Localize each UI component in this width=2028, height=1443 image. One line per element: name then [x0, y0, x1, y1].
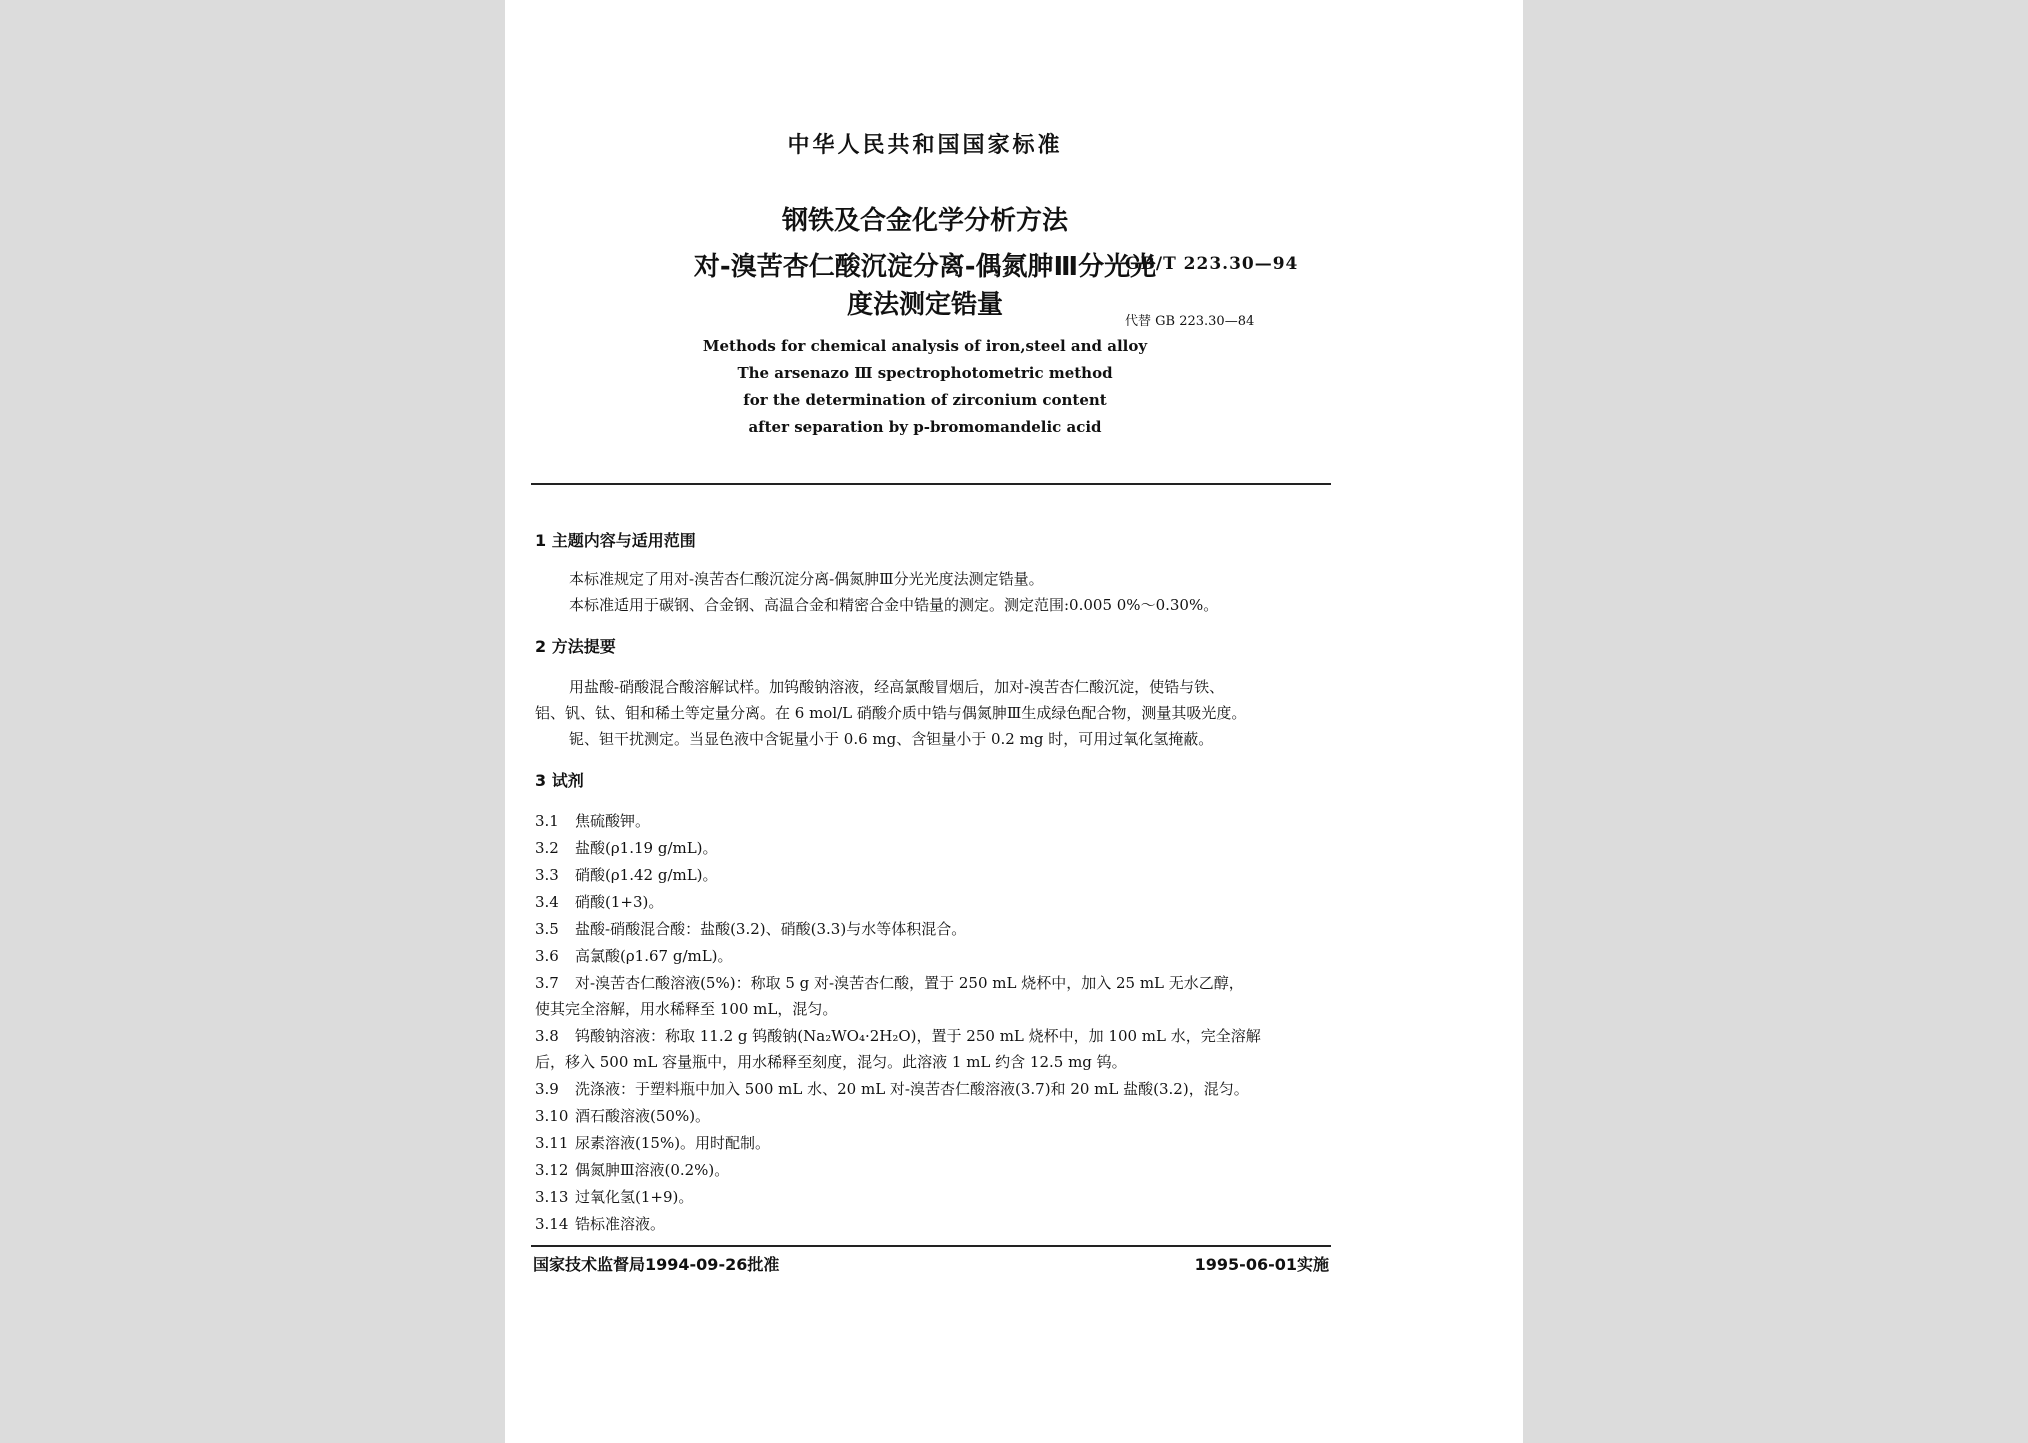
national-standard-heading: 中华人民共和国国家标准 [787, 133, 1063, 158]
reagent-number: 3.1 [535, 812, 559, 830]
reagent-text: 对-溴苦杏仁酸溶液(5%)：称取 5 g 对-溴苦杏仁酸，置于 250 mL 烧杯中，加入 25 mL 无水乙醇， [575, 974, 1244, 992]
reagent-number: 3.7 [535, 974, 559, 992]
english-title-line-2: The arsenazo Ⅲ spectrophotometric method [737, 364, 1113, 382]
reagent-item [535, 808, 1330, 834]
reagent-text: 硝酸(1+3)。 [575, 893, 664, 911]
chinese-title-line-3: 度法测定锆量 [846, 290, 1003, 320]
reagent-item [535, 889, 1330, 915]
reagent-text: 钨酸钠溶液：称取 11.2 g 钨酸钠(Na₂WO₄·2H₂O)，置于 250 mL 烧杯中，加 100 mL 水，完全溶解 [575, 1027, 1261, 1045]
reagent-item [535, 970, 1330, 996]
reagent-text: 盐酸(ρ1.19 g/mL)。 [575, 839, 718, 857]
reagent-number: 3.4 [535, 893, 559, 911]
section-1-paragraph: 本标准规定了用对-溴苦杏仁酸沉淀分离-偶氮胂Ⅲ分光光度法测定锆量。 [569, 570, 1044, 588]
reagent-item [535, 1103, 1330, 1129]
reagent-text: 过氧化氢(1+9)。 [575, 1188, 694, 1206]
section-2-heading: 2 方法提要 [535, 637, 616, 656]
standard-number: GB/T 223.30—94 [1125, 254, 1299, 274]
reagent-text: 硝酸(ρ1.42 g/mL)。 [575, 866, 718, 884]
reagent-text: 偶氮胂Ⅲ溶液(0.2%)。 [575, 1161, 730, 1179]
reagent-text: 洗涤液：于塑料瓶中加入 500 mL 水、20 mL 对-溴苦杏仁酸溶液(3.7)和 20 mL 盐酸(3.2)，混匀。 [575, 1080, 1249, 1098]
reagent-item [535, 1130, 1330, 1156]
section-1-paragraph: 本标准适用于碳钢、合金钢、高温合金和精密合金中锆量的测定。测定范围:0.005 0%～0.30%。 [569, 596, 1219, 614]
reagent-item [535, 1157, 1330, 1183]
reagent-text: 酒石酸溶液(50%)。 [575, 1107, 711, 1125]
reagent-text: 盐酸-硝酸混合酸：盐酸(3.2)、硝酸(3.3)与水等体积混合。 [575, 920, 967, 938]
reagent-text: 尿素溶液(15%)。用时配制。 [575, 1134, 771, 1152]
implementation-date: 1995-06-01实施 [1194, 1255, 1329, 1274]
reagent-number: 3.6 [535, 947, 559, 965]
english-title-line-1: Methods for chemical analysis of iron,steel and alloy [702, 337, 1148, 355]
reagent-item [535, 835, 1330, 861]
reagent-number: 3.13 [535, 1188, 569, 1206]
reagent-number: 3.14 [535, 1215, 569, 1233]
section-2-paragraph: 铌、钽干扰测定。当显色液中含铌量小于 0.6 mg、含钽量小于 0.2 mg 时，可用过氧化氢掩蔽。 [569, 730, 1214, 748]
reagent-number: 3.9 [535, 1080, 559, 1098]
reagent-number: 3.10 [535, 1107, 569, 1125]
reagent-number: 3.8 [535, 1027, 559, 1045]
section-2-paragraph: 用盐酸-硝酸混合酸溶解试样。加钨酸钠溶液，经高氯酸冒烟后，加对-溴苦杏仁酸沉淀，使锆与铁、 [569, 678, 1225, 696]
approval-date: 国家技术监督局1994-09-26批准 [533, 1255, 780, 1274]
reagent-text: 高氯酸(ρ1.67 g/mL)。 [575, 947, 733, 965]
reagent-item [535, 916, 1330, 942]
section-3-heading: 3 试剂 [535, 771, 584, 790]
section-1-heading: 1 主题内容与适用范围 [535, 531, 696, 550]
chinese-title-line-1: 钢铁及合金化学分析方法 [781, 206, 1068, 236]
reagent-item [535, 862, 1330, 888]
reagent-text: 锆标准溶液。 [575, 1215, 666, 1233]
reagent-number: 3.12 [535, 1161, 569, 1179]
reagent-number: 3.5 [535, 920, 559, 938]
footer-divider [531, 1245, 1331, 1247]
reagent-number: 3.2 [535, 839, 559, 857]
replaces-standard: 代替 GB 223.30—84 [1125, 314, 1255, 329]
english-title-line-4: after separation by p-bromomandelic acid [748, 418, 1102, 436]
reagent-number: 3.11 [535, 1134, 569, 1152]
reagent-item [535, 943, 1330, 969]
section-2-paragraph: 铝、钒、钛、钼和稀土等定量分离。在 6 mol/L 硝酸介质中锆与偶氮胂Ⅲ生成绿色配合物，测量其吸光度。 [535, 704, 1247, 722]
reagent-number: 3.3 [535, 866, 559, 884]
header-divider [531, 483, 1331, 485]
english-title-line-3: for the determination of zirconium content [743, 391, 1107, 409]
reagent-text: 焦硫酸钾。 [575, 812, 651, 830]
reagent-item [535, 1076, 1330, 1102]
document-page [505, 0, 1523, 1443]
reagent-continuation: 后，移入 500 mL 容量瓶中，用水稀释至刻度，混匀。此溶液 1 mL 约含 12.5 mg 钨。 [535, 1053, 1127, 1071]
reagent-continuation: 使其完全溶解，用水稀释至 100 mL，混匀。 [535, 1000, 838, 1018]
reagent-item [535, 1184, 1330, 1210]
chinese-title-line-2: 对-溴苦杏仁酸沉淀分离-偶氮胂Ⅲ分光光 [693, 252, 1157, 282]
reagent-item [535, 1211, 1330, 1237]
reagent-item [535, 1023, 1330, 1049]
